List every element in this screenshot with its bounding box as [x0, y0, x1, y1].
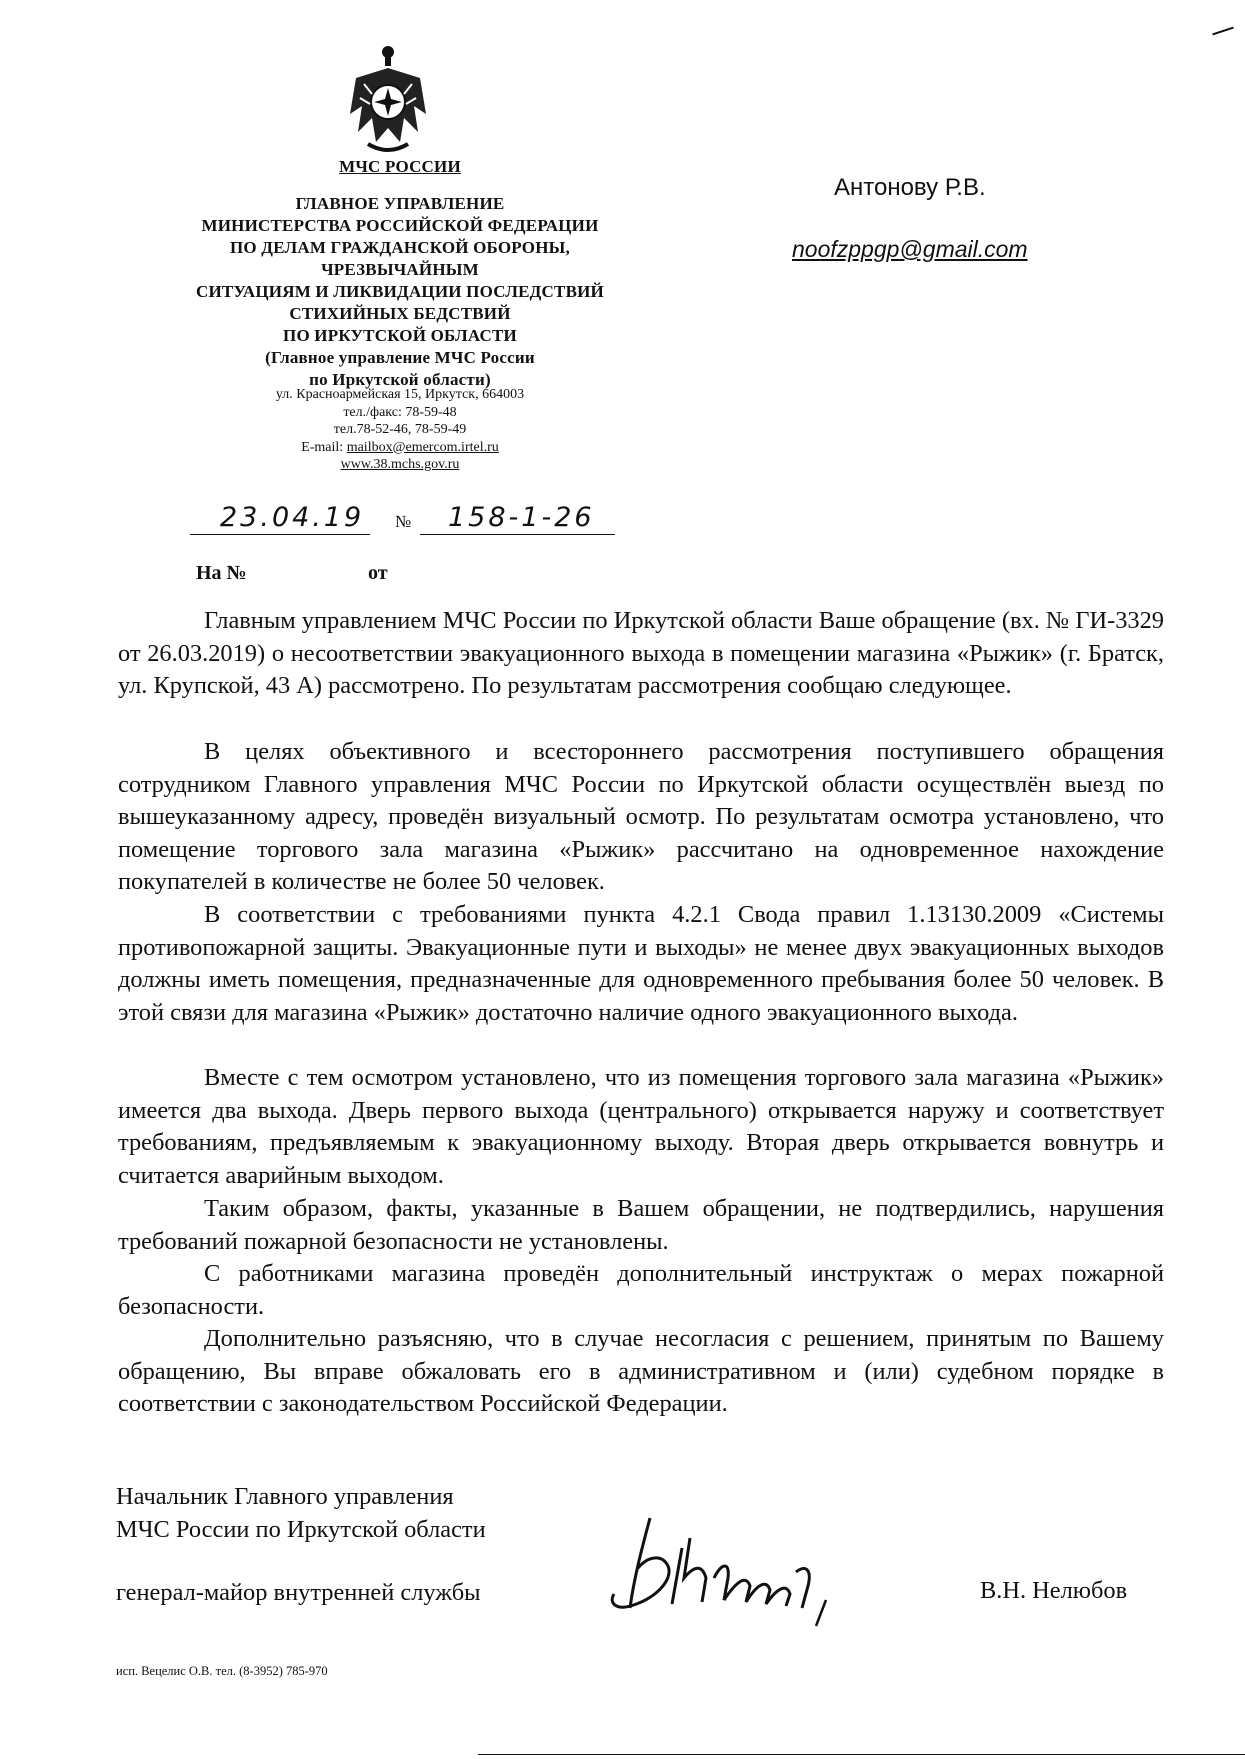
org-line: (Главное управление МЧС России: [265, 348, 535, 367]
signatory-name: В.Н. Нелюбов: [980, 1577, 1128, 1604]
org-line: ГЛАВНОЕ УПРАВЛЕНИЕ: [295, 194, 505, 213]
handwritten-signature: [590, 1508, 880, 1628]
signatory-rank: генерал-майор внутренней службы: [116, 1579, 481, 1606]
body-paragraph: С работниками магазина проведён дополнительный инструктаж о мерах пожарной безопасности.: [118, 1260, 1164, 1320]
number-underline: [420, 534, 615, 535]
signatory-title-2: МЧС России по Иркутской области: [116, 1516, 486, 1543]
org-tel-fax: тел./факс: 78-59-48: [343, 404, 457, 420]
recipient-email[interactable]: noofzppgp@gmail.com: [792, 236, 1028, 262]
doc-number: 158-1-26: [448, 502, 595, 533]
emblem-icon: [348, 44, 428, 156]
org-tel: тел.78-52-46, 78-59-49: [333, 422, 467, 437]
org-line: МИНИСТЕРСТВА РОССИЙСКОЙ ФЕДЕРАЦИИ: [201, 216, 599, 235]
date-underline: [190, 534, 370, 535]
scan-bottom-line: [478, 1754, 1245, 1755]
ref-number-label: На №: [196, 562, 247, 584]
org-email-link[interactable]: mailbox@emercom.irtel.ru: [346, 439, 499, 455]
number-label: №: [395, 512, 412, 531]
body-paragraph: Таким образом, факты, указанные в Вашем обращении, не подтвердились, нарушения требований пожарной безопасности не установлены.: [118, 1195, 1164, 1255]
org-line: по Иркутской области): [309, 370, 491, 389]
org-address: ул. Красноармейская 15, Иркутск, 664003: [275, 387, 525, 402]
body-paragraph: Дополнительно разъясняю, что в случае несогласия с решением, принятым по Вашему обращению, Вы вправе обжаловать его в административном и (или) судебном порядке в соответствии с законодательством Российской Федерации.: [118, 1325, 1164, 1418]
org-email-line: [150, 439, 650, 457]
doc-date: 23.04.19: [220, 502, 365, 533]
scan-mark: [1212, 27, 1234, 36]
org-line: СИТУАЦИЯМ И ЛИКВИДАЦИИ ПОСЛЕДСТВИЙ: [196, 282, 604, 301]
org-line: ПО ИРКУТСКОЙ ОБЛАСТИ: [283, 326, 517, 345]
body-paragraph: Вместе с тем осмотром установлено, что из помещения торгового зала магазина «Рыжик» имеется два выхода. Дверь первого выхода (центрального) открывается наружу и соответствует требованиям, предъявляемым к эвакуационному выходу. Вторая дверь открывается вовнутрь и считается аварийным выходом.: [118, 1064, 1164, 1189]
recipient-name: Антонову Р.В.: [834, 174, 986, 201]
ref-from-label: от: [368, 562, 388, 584]
executor-contact: исп. Вецелис О.В. тел. (8-3952) 785-970: [116, 1664, 328, 1678]
org-line: ПО ДЕЛАМ ГРАЖДАНСКОЙ ОБОРОНЫ, ЧРЕЗВЫЧАЙНЫМ: [230, 238, 570, 279]
signatory-title-1: Начальник Главного управления: [116, 1483, 454, 1510]
org-line: СТИХИЙНЫХ БЕДСТВИЙ: [289, 304, 511, 323]
body-paragraph: В целях объективного и всестороннего рассмотрения поступившего обращения сотрудником Главного управления МЧС России по Иркутской области осуществлён выезд по вышеуказанному адресу, проведён визуальный осмотр. По результатам осмотра установлено, что помещение торгового зала магазина «Рыжик» рассчитано на одновременное нахождение покупателей в количестве не более 50 человек.: [118, 738, 1164, 896]
body-paragraph: Главным управлением МЧС России по Иркутской области Ваше обращение (вх. № ГИ-3329 от 26.03.2019) о несоответствии эвакуационного выхода в помещении магазина «Рыжик» (г. Братск, ул. Крупской, 43 А) рассмотрено. По результатам рассмотрения сообщаю следующее.: [118, 607, 1164, 700]
body-paragraph: В соответствии с требованиями пункта 4.2.1 Свода правил 1.13130.2009 «Системы противопожарной защиты. Эвакуационные пути и выходы» не менее двух эвакуационных выходов должны иметь помещения, предназначенные для одновременного пребывания более 50 человек. В этой связи для магазина «Рыжик» достаточно наличие одного эвакуационного выхода.: [118, 901, 1164, 1026]
email-label: E-mail:: [301, 439, 344, 455]
doc-date-number: [190, 500, 630, 536]
org-short-name: МЧС РОССИИ: [339, 157, 461, 176]
org-website-link[interactable]: www.38.mchs.gov.ru: [340, 457, 460, 472]
